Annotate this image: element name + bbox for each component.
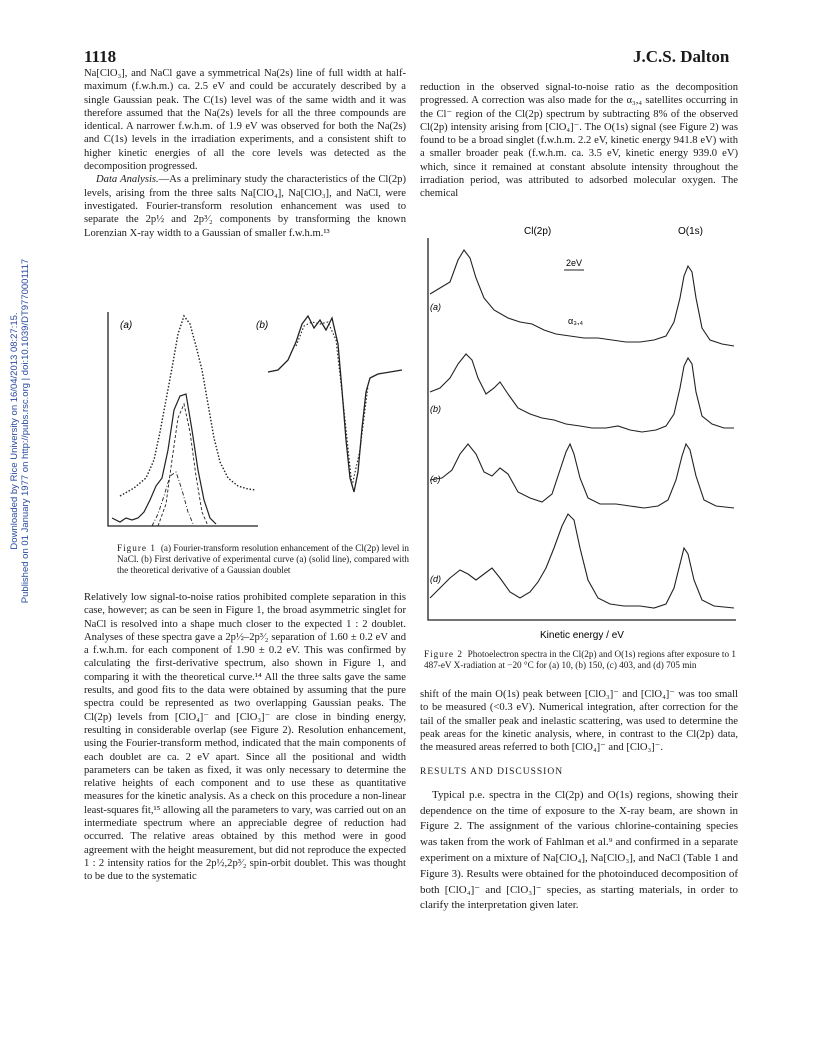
figure2-trace-c (430, 444, 734, 508)
paragraph: Na[ClO₃], and NaCl gave a symmetrical Na(2s) line of full width at half-maximum (f.w.h.m.) ca. 2.5 eV and could be accurately described by a single Gaussian peak. The C(1s) level was of the same width and it was therefore assumed that the Na(2s) levels for all the three compounds are identical. A narrower f.w.h.m. of 1.9 eV was observed for both the Na(2s) and C(1s) levels in the irradiation experiments, and a consistent shift to higher kinetic energies of all the core levels was detected as the decomposition progressed. (84, 68, 406, 173)
figure2-trace-d (430, 514, 734, 608)
figure2-trace-label-b: (b) (430, 404, 441, 414)
figure2-caption (424, 649, 736, 671)
page-number: 1118 (84, 47, 117, 66)
figure2-label-2ev: 2eV (566, 258, 583, 268)
figure1-label-a: (a) (120, 320, 133, 331)
figure1-derivative-curve (268, 316, 402, 492)
subsection-lead: Data Analysis. (96, 174, 159, 186)
figure2-label-cl2p: Cl(2p) (524, 226, 552, 237)
figure2-trace-b (430, 354, 734, 432)
figure2-trace-label-d: (d) (430, 574, 441, 584)
figure2-label-o1s: O(1s) (678, 226, 703, 237)
paragraph: Relatively low signal-to-noise ratios prohibited complete separation in this case, however; as can be seen in Figure 1, the broad asymmetric singlet for NaCl is resolved into a shape much closer to the expected 1 : 2 doublet. Analyses of these spectra gave a 2p½–2p³⁄₂ separation of 1.60 ± 0.2 eV and a f.w.h.m. for each component of 1.90 ± 0.2 eV. This was confirmed by calculating the first-derivative spectrum, also shown in Figure 1, and comparing it with the theoretical curve.¹⁴ All the three salts gave the same results, and good fits to the data were obtained by assuming that the pure spectra could be represented as two overlapping Gaussian peaks. The Cl(2p) levels from [ClO₄]⁻ and [ClO₃]⁻ are close in binding energy, resulting in considerable overlap (see Figure 2). Resolution enhancement, using the Fourier-transform method, indicated that the main components of each doublet are ca. 2 eV apart. Since all the positional and width parameters can be taken as fixed, it was only necessary to determine the relative heights of each component and to use these as quantitative measures for the kinetic analysis. As a check on this procedure a non-linear least-squares fit,¹⁵ allowing all the parameters to vary, was carried out on an intermediate spectrum where an appreciable degree of reduction had occurred. The relative areas obtained by this method were in good agreement with the height measurement, but did not reproduce the expected 1 : 2 intensity ratios for the 2p½,2p³⁄₂ spin-orbit doublet. This was thought to be due to the systematic (84, 592, 406, 883)
section-heading: RESULTS AND DISCUSSION (420, 767, 564, 778)
paragraph: reduction in the observed signal-to-noise ratio as the decomposition progressed. A correction was also made for the α₃,₄ satellites occurring in the Cl⁻ region of the Cl(2p) spectrum by subtracting 8% of the observed Cl(2p) intensity arising from [ClO₄]⁻. The O(1s) signal (see Figure 2) was found to be a broad singlet (f.w.h.m. 2.2 eV, kinetic energy 941.8 eV) with a smaller broader peak (f.w.h.m. ca. 3.5 eV, kinetic energy 939.0 eV) which, since it remained at constant absolute intensity throughout the irradiation period, was attributed to adsorbed molecular oxygen. The chemical (420, 82, 738, 200)
figure2-trace-label-c: (c) (430, 474, 441, 484)
right-column-top (420, 81, 738, 201)
figure1-caption-label: Figure 1 (117, 543, 156, 553)
figure1-theoretical-derivative (296, 322, 368, 486)
figure-2 (420, 218, 738, 646)
figure2-xaxis-label: Kinetic energy / eV (540, 630, 624, 641)
figure2-caption-text: Photoelectron spectra in the Cl(2p) and O(1s) regions after exposure to 1 487-eV X-radiation at −20 °C for (a) 10, (b) 150, (c) 403, and (d) 705 min (424, 649, 736, 671)
figure1-component-1 (152, 472, 194, 526)
running-head: J.C.S. Dalton (633, 47, 730, 66)
figure1-label-b: (b) (256, 320, 269, 331)
paragraph: shift of the main O(1s) peak between [ClO₃]⁻ and [ClO₄]⁻ was too small to be measured (<0.3 eV). Numerical integration, after correction for the tail of the smaller peak and inelastic scattering, was used to determine the peak areas for the kinetic analysis, where, in contrast to the Cl(2p) data, the measured areas referred to both [ClO₄]⁻ and [ClO₃]⁻. (420, 689, 738, 754)
figure1-caption-text: (a) Fourier-transform resolution enhancement of the Cl(2p) level in NaCl. (b) First derivative of experimental curve (a) (solid line), compared with the theoretical derivative of a Gaussian doublet (117, 543, 410, 576)
figure2-caption-label: Figure 2 (424, 649, 463, 659)
figure2-label-alpha: α₃,₄ (568, 316, 584, 326)
left-column-top (84, 67, 406, 240)
publication-notice[interactable]: Published on 01 January 1977 on http://pubs.rsc.org | doi:10.1039/DT9770001117 (20, 258, 31, 604)
right-column-bottom (420, 688, 738, 914)
figure2-trace-label-a: (a) (430, 302, 441, 312)
left-column-bottom (84, 591, 406, 884)
provenance-sidebar (9, 151, 31, 711)
paragraph: Typical p.e. spectra in the Cl(2p) and O(1s) regions, showing their dependence on the time of exposure to the X-ray beam, are shown in Figure 2. The assignment of the various chlorine-containing species was taken from the work of Fahlman et al.⁹ and confirmed in a separate experiment on a mixture of Na[ClO₄], Na[ClO₃], and NaCl (Table 1 and Figure 3). Results were obtained for the photoinduced decomposition of both [ClO₄]⁻ and [ClO₃]⁻ species, as starting materials, in order to clarify the interpretation given later. (420, 788, 738, 912)
figure1-component-2 (158, 404, 208, 526)
figure1-caption (117, 543, 409, 577)
paragraph-data-analysis (84, 173, 406, 239)
paragraph-text: —As a preliminary study the characteristics of the Cl(2p) levels, arising from the three salts Na[ClO₄], Na[ClO₃], and NaCl, were investigated. Fourier-transform resolution enhancement was used to separate the 2p½ and 2p³⁄₂ components by transforming the known Lorenzian X-ray width to a Gaussian of smaller f.w.h.m.¹³ (84, 174, 406, 239)
figure-1 (98, 300, 410, 532)
download-notice[interactable]: Downloaded by Rice University on 16/04/2013 08:27:15. (9, 312, 20, 550)
